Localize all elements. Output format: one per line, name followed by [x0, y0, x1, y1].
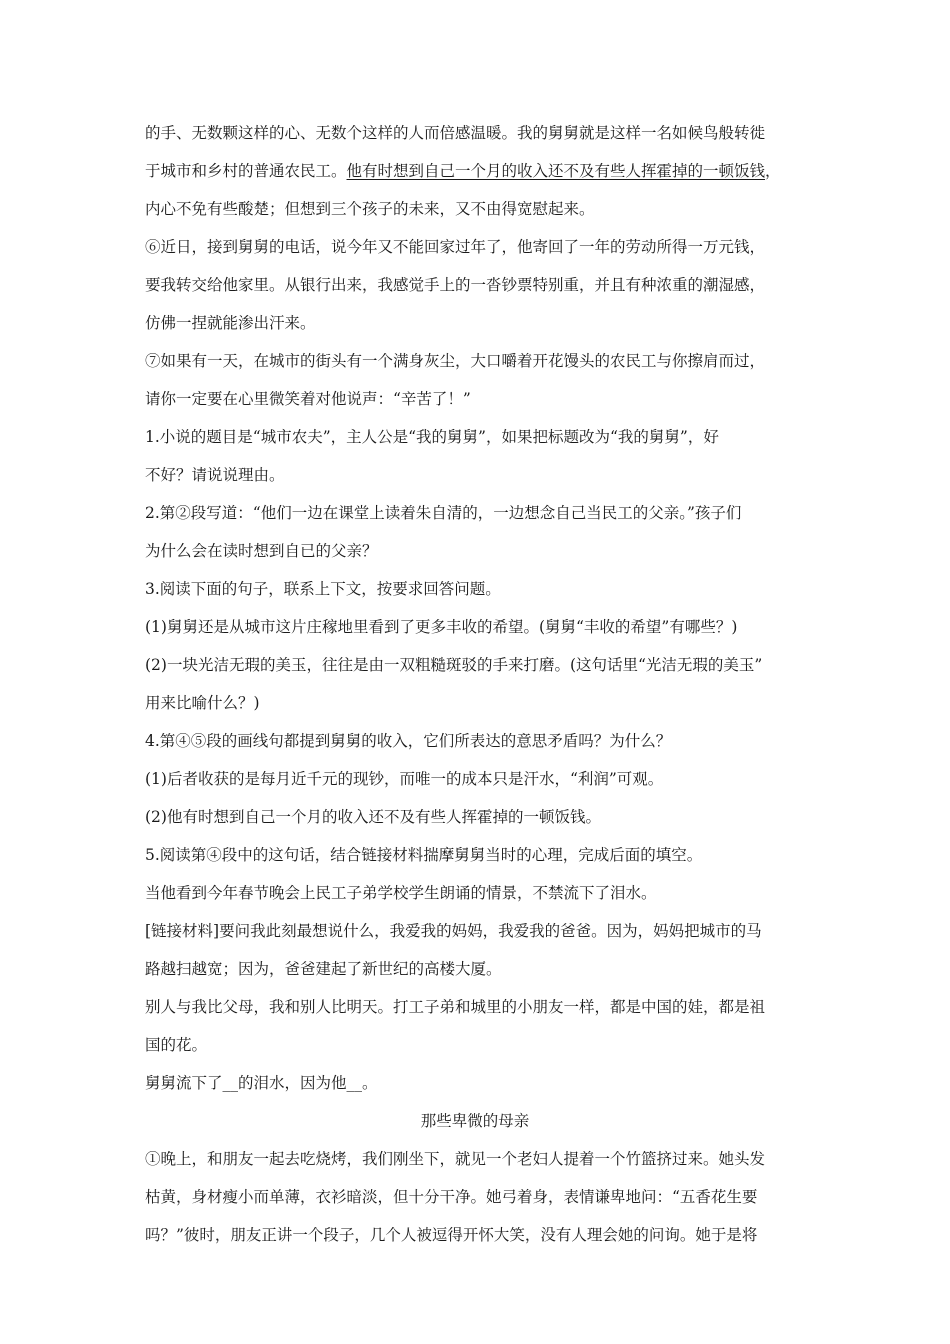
text-line: ①晚上，和朋友一起去吃烧烤，我们刚坐下，就见一个老妇人提着一个竹篮挤过来。她头发 — [145, 1150, 766, 1168]
question-line: (1)舅舅还是从城市这片庄稼地里看到了更多丰收的希望。(舅舅“丰收的希望”有哪些？) — [145, 618, 738, 636]
question-line: 5.阅读第④段中的这句话，结合链接材料揣摩舅舅当时的心理，完成后面的填空。 — [145, 846, 703, 864]
underlined-sentence: 他有时想到自己一个月的收入还不及有些人挥霍掉的一顿饭钱 — [346, 162, 766, 180]
text-line: 内心不免有些酸楚；但想到三个孩子的未来，又不由得宽慰起来。 — [145, 200, 595, 218]
question-line: (1)后者收获的是每月近千元的现钞，而唯一的成本只是汗水，“利润”可观。 — [145, 770, 664, 788]
question-line: 4.第④⑤段的画线句都提到舅舅的收入，它们所表达的意思矛盾吗？为什么？ — [145, 732, 672, 750]
text-line: 吗？”彼时，朋友正讲一个段子，几个人被逗得开怀大笑，没有人理会她的问询。她于是将 — [145, 1226, 758, 1244]
question-line: 1.小说的题目是“城市农夫”，主人公是“我的舅舅”，如果把标题改为“我的舅舅”，好 — [145, 428, 719, 446]
text-line: 枯黄，身材瘦小而单薄，衣衫暗淡，但十分干净。她弓着身，表情谦卑地问：“五香花生要 — [145, 1188, 758, 1206]
question-line: (2)他有时想到自己一个月的收入还不及有些人挥霍掉的一顿饭钱。 — [145, 808, 601, 826]
question-line: 3.阅读下面的句子，联系上下文，按要求回答问题。 — [145, 580, 501, 598]
section-title: 那些卑微的母亲 — [420, 1112, 530, 1130]
text-segment: ， — [765, 162, 781, 180]
question-line: 用来比喻什么？) — [145, 694, 260, 712]
text-line: ⑥近日，接到舅舅的电话，说今年又不能回家过年了，他寄回了一年的劳动所得一万元钱， — [145, 238, 766, 256]
text-line: ⑦如果有一天，在城市的街头有一个满身灰尘，大口嚼着开花馒头的农民工与你擦肩而过， — [145, 352, 766, 370]
question-line: 2.第②段写道：“他们一边在课堂上读着朱自清的，一边想念自己当民工的父亲。”孩子们 — [145, 504, 742, 522]
text-segment: 于城市和乡村的普通农民工。 — [145, 162, 347, 180]
text-line — [145, 161, 781, 181]
text-line: 国的花。 — [145, 1036, 208, 1054]
question-line: 当他看到今年春节晚会上民工子弟学校学生朗诵的情景，不禁流下了泪水。 — [145, 884, 657, 902]
question-line: 不好？请说说理由。 — [145, 466, 285, 484]
text-line: 别人与我比父母，我和别人比明天。打工子弟和城里的小朋友一样，都是中国的娃，都是祖 — [145, 998, 766, 1016]
text-line: [链接材料]要问我此刻最想说什么，我爱我的妈妈，我爱我的爸爸。因为，妈妈把城市的马 — [145, 922, 762, 940]
question-line: (2)一块光洁无瑕的美玉，往往是由一双粗糙斑驳的手来打磨。(这句话里“光洁无瑕的美玉” — [145, 656, 763, 674]
text-line: 请你一定要在心里微笑着对他说声：“辛苦了！” — [145, 390, 471, 408]
text-line: 路越扫越宽；因为，爸爸建起了新世纪的高楼大厦。 — [145, 960, 502, 978]
fill-in-line: 舅舅流下了__的泪水，因为他__。 — [145, 1074, 378, 1092]
text-line: 仿佛一捏就能渗出汗来。 — [145, 314, 316, 332]
question-line: 为什么会在读时想到自已的父亲？ — [145, 542, 378, 560]
text-line: 的手、无数颗这样的心、无数个这样的人而倍感温暖。我的舅舅就是这样一名如候鸟般转徙 — [145, 124, 766, 142]
text-line: 要我转交给他家里。从银行出来，我感觉手上的一沓钞票特别重，并且有种浓重的潮湿感， — [145, 276, 766, 294]
